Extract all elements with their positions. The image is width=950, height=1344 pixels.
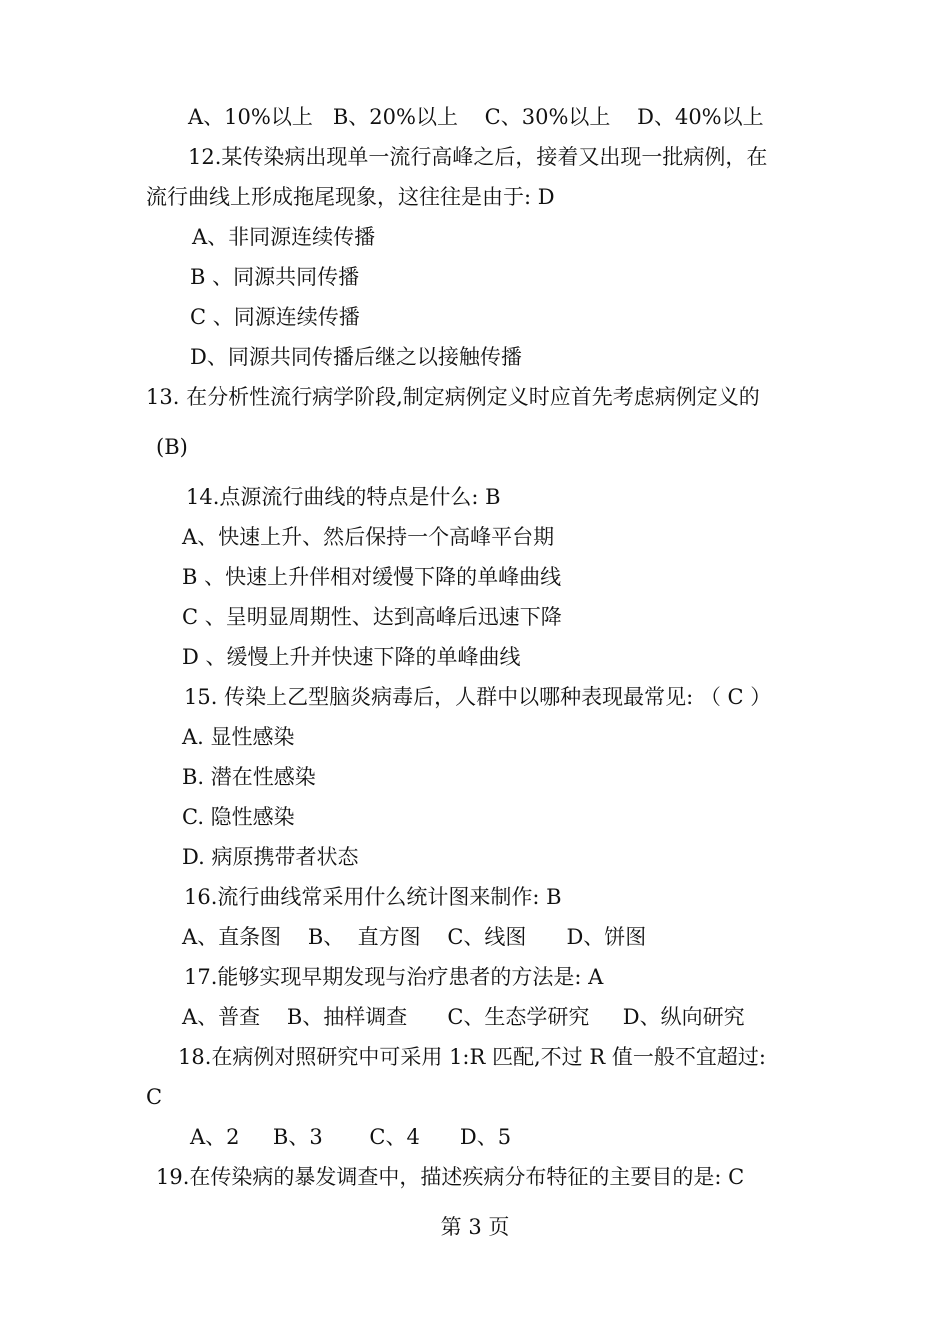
q15-question: 15. 传染上乙型脑炎病毒后，人群中以哪种表现最常见: （ C ）	[184, 685, 772, 709]
q19-question: 19.在传染病的暴发调查中，描述疾病分布特征的主要目的是: C	[156, 1165, 745, 1189]
q14-option-d: D 、缓慢上升并快速下降的单峰曲线	[182, 645, 521, 669]
q18-question: 18.在病例对照研究中可采用 1:R 匹配,不过 R 值一般不宜超过:	[178, 1045, 766, 1069]
q16-question: 16.流行曲线常采用什么统计图来制作: B	[184, 885, 562, 909]
q14-option-b: B 、快速上升伴相对缓慢下降的单峰曲线	[182, 565, 562, 589]
page-footer: 第 3 页	[440, 1215, 510, 1239]
q14-question: 14.点源流行曲线的特点是什么: B	[186, 485, 501, 509]
q12-option-d: D、同源共同传播后继之以接触传播	[190, 345, 522, 369]
q12-question-cont: 流行曲线上形成拖尾现象，这往往是由于: D	[146, 185, 555, 209]
q12-question: 12.某传染病出现单一流行高峰之后，接着又出现一批病例，在	[188, 145, 768, 169]
q17-options: A、普查 B、抽样调查 C、生态学研究 D、纵向研究	[182, 1005, 745, 1029]
q17-question: 17.能够实现早期发现与治疗患者的方法是: A	[184, 965, 604, 989]
q12-option-a: A、非同源连续传播	[192, 225, 376, 249]
q14-option-c: C 、呈明显周期性、达到高峰后迅速下降	[182, 605, 562, 629]
q16-options: A、直条图 B、 直方图 C、线图 D、饼图	[182, 925, 647, 949]
q15-option-b: B. 潜在性感染	[182, 765, 316, 789]
q15-option-a: A. 显性感染	[182, 725, 295, 749]
q11-options: A、10%以上 B、20%以上 C、30%以上 D、40%以上	[188, 105, 764, 129]
q15-option-c: C. 隐性感染	[182, 805, 295, 829]
q13-answer: (B)	[156, 435, 188, 459]
q12-option-b: B 、同源共同传播	[190, 265, 360, 289]
q14-option-a: A、快速上升、然后保持一个高峰平台期	[182, 525, 555, 549]
q18-answer: C	[146, 1085, 163, 1109]
q15-option-d: D. 病原携带者状态	[182, 845, 359, 869]
q12-option-c: C 、同源连续传播	[190, 305, 360, 329]
q13-question: 13. 在分析性流行病学阶段,制定病例定义时应首先考虑病例定义的	[146, 385, 760, 409]
q18-options: A、2 B、3 C、4 D、5	[190, 1125, 512, 1149]
